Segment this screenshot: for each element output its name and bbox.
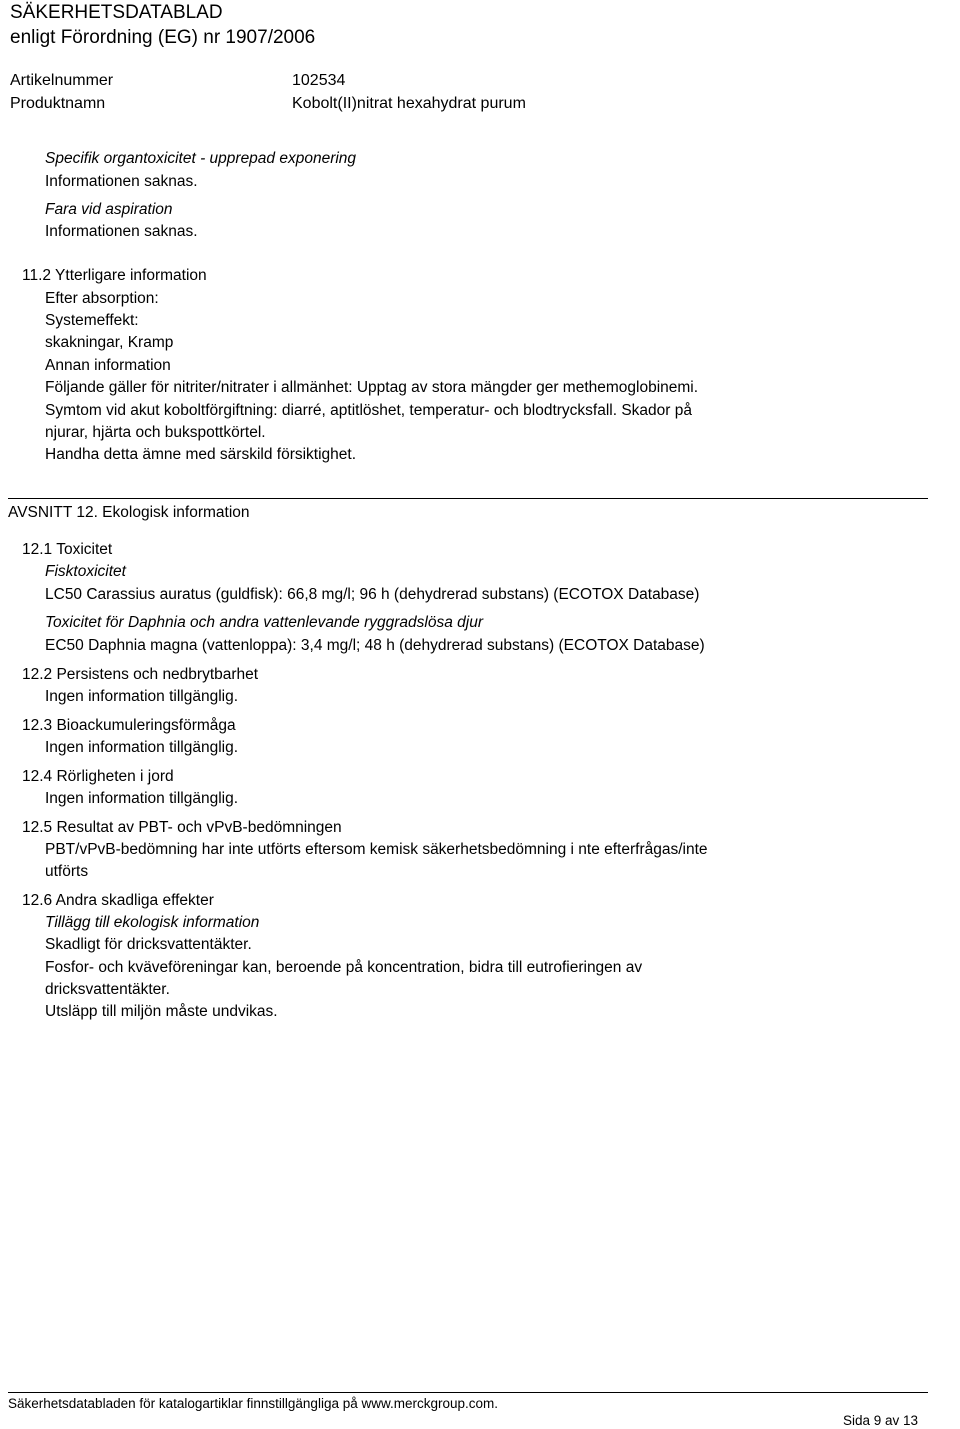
product-name-value: Kobolt(II)nitrat hexahydrat purum bbox=[292, 95, 526, 112]
subsection-12-4-heading: 12.4 Rörligheten i jord bbox=[22, 768, 174, 785]
info-line: Systemeffekt: bbox=[45, 312, 139, 329]
info-line: Annan information bbox=[45, 357, 171, 374]
stot-re-text: Informationen saknas. bbox=[45, 173, 198, 190]
eco-info-label: Tillägg till ekologisk information bbox=[45, 914, 260, 931]
subsection-12-3-heading: 12.3 Bioackumuleringsförmåga bbox=[22, 717, 236, 734]
eco-info-line: dricksvattentäkter. bbox=[45, 981, 170, 998]
info-line: Efter absorption: bbox=[45, 290, 159, 307]
eco-info-line: Fosfor- och kväveföreningar kan, beroende på koncentration, bidra till eutrofieringen av bbox=[45, 959, 643, 976]
fish-toxicity-label: Fisktoxicitet bbox=[45, 563, 126, 580]
info-line: Handha detta ämne med särskild försiktighet. bbox=[45, 446, 357, 463]
article-number-value: 102534 bbox=[292, 72, 346, 89]
product-name-label: Produktnamn bbox=[10, 95, 106, 112]
subsection-11-2-heading: 11.2 Ytterligare information bbox=[22, 267, 207, 284]
document-title: SÄKERHETSDATABLAD bbox=[10, 2, 223, 23]
subsection-12-2-heading: 12.2 Persistens och nedbrytbarhet bbox=[22, 666, 259, 683]
eco-info-line: Skadligt för dricksvattentäkter. bbox=[45, 936, 252, 953]
daphnia-toxicity-label: Toxicitet för Daphnia och andra vattenlevande ryggradslösa djur bbox=[45, 614, 483, 631]
subsection-12-1-heading: 12.1 Toxicitet bbox=[22, 541, 113, 558]
info-line: skakningar, Kramp bbox=[45, 334, 174, 351]
info-line: njurar, hjärta och bukspottkörtel. bbox=[45, 424, 266, 441]
info-line: Symtom vid akut koboltförgiftning: diarré, aptitlöshet, temperatur- och blodtrycksfall. Skador på bbox=[45, 402, 692, 419]
subsection-12-6-heading: 12.6 Andra skadliga effekter bbox=[22, 892, 214, 909]
regulation-line: enligt Förordning (EG) nr 1907/2006 bbox=[10, 27, 316, 48]
section-divider bbox=[8, 498, 928, 499]
article-number-label: Artikelnummer bbox=[10, 72, 114, 89]
subsection-12-3-text: Ingen information tillgänglig. bbox=[45, 739, 239, 756]
footer-note: Säkerhetsdatabladen för katalogartiklar finnstillgängliga på www.merckgroup.com. bbox=[8, 1396, 499, 1411]
stot-re-title: Specifik organtoxicitet - upprepad exponering bbox=[45, 150, 357, 167]
section-12-title: AVSNITT 12. Ekologisk information bbox=[8, 504, 250, 521]
subsection-12-4-text: Ingen information tillgänglig. bbox=[45, 790, 239, 807]
subsection-12-5-text: PBT/vPvB-bedömning har inte utförts eftersom kemisk säkerhetsbedömning i nte efterfrågas/inte bbox=[45, 841, 708, 858]
aspiration-text: Informationen saknas. bbox=[45, 223, 198, 240]
page-number: Sida 9 av 13 bbox=[843, 1413, 919, 1428]
subsection-12-5-text: utförts bbox=[45, 863, 89, 880]
footer-divider bbox=[8, 1392, 928, 1393]
eco-info-line: Utsläpp till miljön måste undvikas. bbox=[45, 1003, 278, 1020]
info-line: Följande gäller för nitriter/nitrater i allmänhet: Upptag av stora mängder ger methemoglobinemi. bbox=[45, 379, 699, 396]
subsection-12-2-text: Ingen information tillgänglig. bbox=[45, 688, 239, 705]
subsection-12-5-heading: 12.5 Resultat av PBT- och vPvB-bedömningen bbox=[22, 819, 342, 836]
daphnia-toxicity-value: EC50 Daphnia magna (vattenloppa): 3,4 mg/l; 48 h (dehydrerad substans) (ECOTOX Database) bbox=[45, 637, 705, 654]
aspiration-title: Fara vid aspiration bbox=[45, 201, 173, 218]
fish-toxicity-value: LC50 Carassius auratus (guldfisk): 66,8 mg/l; 96 h (dehydrerad substans) (ECOTOX Database) bbox=[45, 586, 700, 603]
